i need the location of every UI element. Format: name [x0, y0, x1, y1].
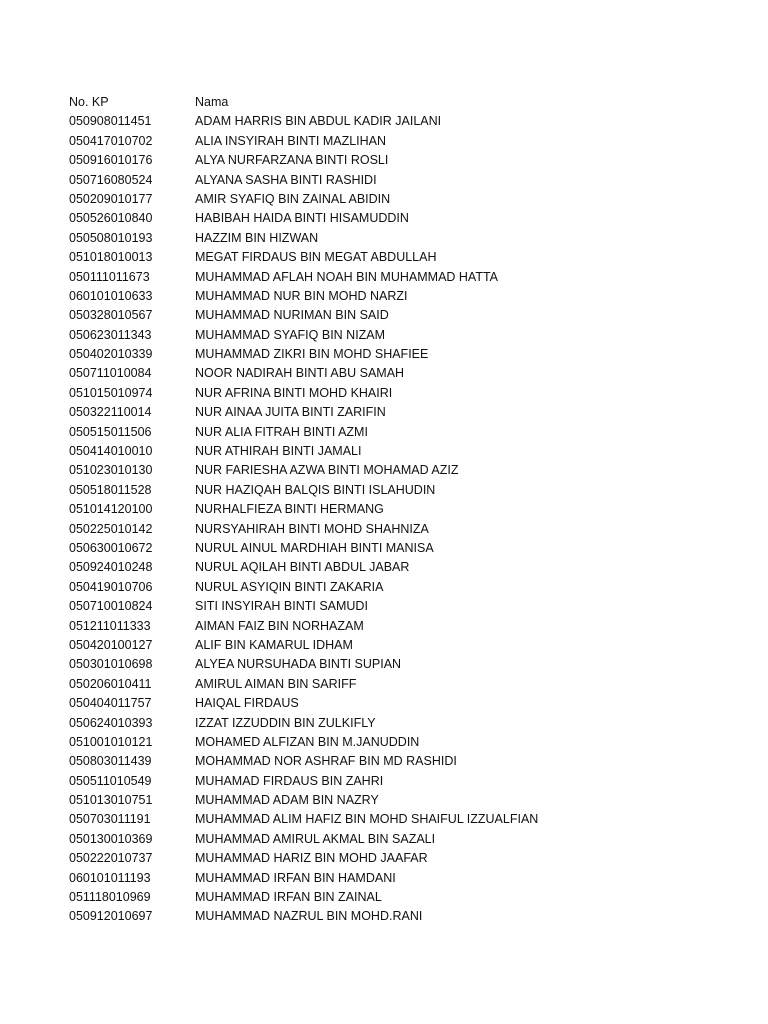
nama-cell: MUHAMMAD ZIKRI BIN MOHD SHAFIEE — [195, 347, 429, 362]
no-kp-cell: 051023010130 — [69, 463, 153, 478]
nama-cell: HAZZIM BIN HIZWAN — [195, 230, 319, 245]
nama-cell: NOOR NADIRAH BINTI ABU SAMAH — [195, 366, 405, 381]
table-row — [69, 636, 538, 655]
no-kp-cell: 060101011193 — [69, 870, 151, 885]
nama-cell: NUR ATHIRAH BINTI JAMALI — [195, 444, 362, 459]
nama-cell: MUHAMAD FIRDAUS BIN ZAHRI — [195, 773, 384, 788]
nama-cell: SITI INSYIRAH BINTI SAMUDI — [195, 599, 368, 614]
table-row — [69, 442, 538, 461]
table-row — [69, 151, 538, 170]
table-row — [69, 461, 538, 480]
no-kp-cell: 060101010633 — [69, 288, 153, 303]
nama-cell: MUHAMMAD IRFAN BIN ZAINAL — [195, 890, 382, 905]
header-nama: Nama — [195, 95, 229, 109]
no-kp-cell: 050111011673 — [69, 269, 150, 284]
no-kp-cell: 050222010737 — [69, 851, 153, 866]
nama-cell: MUHAMMAD NURIMAN BIN SAID — [195, 308, 389, 323]
table-row — [69, 248, 538, 267]
nama-cell: NUR FARIESHA AZWA BINTI MOHAMAD AZIZ — [195, 463, 459, 478]
no-kp-cell: 050518011528 — [69, 482, 152, 497]
table-row — [69, 752, 538, 771]
table-row — [69, 384, 538, 403]
no-kp-cell: 050908011451 — [69, 114, 152, 129]
no-kp-cell: 050912010697 — [69, 909, 153, 924]
table-row — [69, 423, 538, 442]
no-kp-cell: 050417010702 — [69, 133, 153, 148]
no-kp-cell: 050630010672 — [69, 540, 153, 555]
nama-cell: NURUL AQILAH BINTI ABDUL JABAR — [195, 560, 410, 575]
table-row — [69, 229, 538, 248]
nama-cell: ALYEA NURSUHADA BINTI SUPIAN — [195, 657, 402, 672]
table-row — [69, 578, 538, 597]
nama-cell: MUHAMMAD ALIM HAFIZ BIN MOHD SHAIFUL IZZUALFIAN — [195, 812, 539, 827]
no-kp-cell: 051015010974 — [69, 385, 153, 400]
header-no-kp: No. KP — [69, 95, 109, 109]
nama-cell: MUHAMMAD AMIRUL AKMAL BIN SAZALI — [195, 831, 436, 846]
table-row — [69, 810, 538, 829]
table-row — [69, 830, 538, 849]
no-kp-cell: 050916010176 — [69, 153, 153, 168]
table-row — [69, 675, 538, 694]
nama-cell: MUHAMMAD IRFAN BIN HAMDANI — [195, 870, 396, 885]
nama-cell: AMIRUL AIMAN BIN SARIFF — [195, 676, 357, 691]
nama-cell: MUHAMMAD SYAFIQ BIN NIZAM — [195, 327, 386, 342]
table-row — [69, 209, 538, 228]
table-row — [69, 849, 538, 868]
no-kp-cell: 050508010193 — [69, 230, 153, 245]
no-kp-cell: 050301010698 — [69, 657, 153, 672]
table-row — [69, 597, 538, 616]
no-kp-cell: 050414010010 — [69, 444, 153, 459]
no-kp-cell: 050225010142 — [69, 521, 153, 536]
table-row — [69, 617, 538, 636]
table-row — [69, 481, 538, 500]
table-row — [69, 364, 538, 383]
no-kp-cell: 050402010339 — [69, 347, 153, 362]
no-kp-cell: 050716080524 — [69, 172, 153, 187]
no-kp-cell: 050623011343 — [69, 327, 152, 342]
nama-cell: MOHAMMAD NOR ASHRAF BIN MD RASHIDI — [195, 754, 457, 769]
table-row — [69, 268, 538, 287]
no-kp-cell: 050924010248 — [69, 560, 153, 575]
no-kp-cell: 050710010824 — [69, 599, 153, 614]
table-row — [69, 907, 538, 926]
table-row — [69, 500, 538, 519]
no-kp-cell: 050209010177 — [69, 191, 153, 206]
table-row — [69, 287, 538, 306]
nama-cell: MOHAMED ALFIZAN BIN M.JANUDDIN — [195, 734, 420, 749]
nama-cell: ALYANA SASHA BINTI RASHIDI — [195, 172, 377, 187]
nama-cell: HABIBAH HAIDA BINTI HISAMUDDIN — [195, 211, 409, 226]
table-row — [69, 772, 538, 791]
nama-cell: MUHAMMAD HARIZ BIN MOHD JAAFAR — [195, 851, 428, 866]
nama-cell: AIMAN FAIZ BIN NORHAZAM — [195, 618, 364, 633]
no-kp-cell: 050526010840 — [69, 211, 153, 226]
no-kp-cell: 050624010393 — [69, 715, 153, 730]
nama-cell: ADAM HARRIS BIN ABDUL KADIR JAILANI — [195, 114, 442, 129]
no-kp-cell: 050420100127 — [69, 637, 153, 652]
nama-cell: NURHALFIEZA BINTI HERMANG — [195, 502, 384, 517]
nama-cell: IZZAT IZZUDDIN BIN ZULKIFLY — [195, 715, 376, 730]
nama-cell: NUR HAZIQAH BALQIS BINTI ISLAHUDIN — [195, 482, 436, 497]
nama-cell: MUHAMMAD ADAM BIN NAZRY — [195, 793, 379, 808]
no-kp-cell: 050404011757 — [69, 696, 152, 711]
nama-cell: MUHAMMAD NAZRUL BIN MOHD.RANI — [195, 909, 423, 924]
table-row — [69, 326, 538, 345]
table-row — [69, 132, 538, 151]
table-row — [69, 403, 538, 422]
nama-cell: NUR AINAA JUITA BINTI ZARIFIN — [195, 405, 386, 420]
nama-cell: HAIQAL FIRDAUS — [195, 696, 299, 711]
nama-cell: NURUL ASYIQIN BINTI ZAKARIA — [195, 579, 384, 594]
table-header-row — [69, 93, 538, 112]
table-row — [69, 733, 538, 752]
table-row — [69, 345, 538, 364]
table-row — [69, 714, 538, 733]
nama-cell: NUR AFRINA BINTI MOHD KHAIRI — [195, 385, 393, 400]
nama-cell: NUR ALIA FITRAH BINTI AZMI — [195, 424, 368, 439]
nama-cell: MUHAMMAD AFLAH NOAH BIN MUHAMMAD HATTA — [195, 269, 499, 284]
nama-cell: MEGAT FIRDAUS BIN MEGAT ABDULLAH — [195, 250, 437, 265]
no-kp-cell: 050419010706 — [69, 579, 153, 594]
table-row — [69, 655, 538, 674]
table-row — [69, 791, 538, 810]
no-kp-cell: 051001010121 — [69, 734, 153, 749]
nama-cell: ALIA INSYIRAH BINTI MAZLIHAN — [195, 133, 387, 148]
nama-cell: ALIF BIN KAMARUL IDHAM — [195, 637, 353, 652]
no-kp-cell: 050130010369 — [69, 831, 153, 846]
no-kp-cell: 051118010969 — [69, 890, 151, 905]
no-kp-cell: 050515011506 — [69, 424, 152, 439]
student-list-table — [69, 93, 538, 927]
no-kp-cell: 050803011439 — [69, 754, 152, 769]
no-kp-cell: 050511010549 — [69, 773, 152, 788]
nama-cell: NURUL AINUL MARDHIAH BINTI MANISA — [195, 540, 434, 555]
no-kp-cell: 051211011333 — [69, 618, 151, 633]
table-row — [69, 190, 538, 209]
table-row — [69, 694, 538, 713]
no-kp-cell: 050703011191 — [69, 812, 151, 827]
table-body — [69, 112, 538, 926]
table-row — [69, 520, 538, 539]
no-kp-cell: 050711010084 — [69, 366, 152, 381]
table-row — [69, 171, 538, 190]
nama-cell: MUHAMMAD NUR BIN MOHD NARZI — [195, 288, 408, 303]
table-row — [69, 306, 538, 325]
table-row — [69, 558, 538, 577]
nama-cell: AMIR SYAFIQ BIN ZAINAL ABIDIN — [195, 191, 391, 206]
table-row — [69, 539, 538, 558]
nama-cell: NURSYAHIRAH BINTI MOHD SHAHNIZA — [195, 521, 429, 536]
no-kp-cell: 050206010411 — [69, 676, 152, 691]
no-kp-cell: 051013010751 — [69, 793, 153, 808]
no-kp-cell: 050322110014 — [69, 405, 152, 420]
table-row — [69, 112, 538, 131]
nama-cell: ALYA NURFARZANA BINTI ROSLI — [195, 153, 389, 168]
no-kp-cell: 051018010013 — [69, 250, 153, 265]
table-row — [69, 888, 538, 907]
table-row — [69, 869, 538, 888]
no-kp-cell: 051014120100 — [69, 502, 153, 517]
no-kp-cell: 050328010567 — [69, 308, 153, 323]
